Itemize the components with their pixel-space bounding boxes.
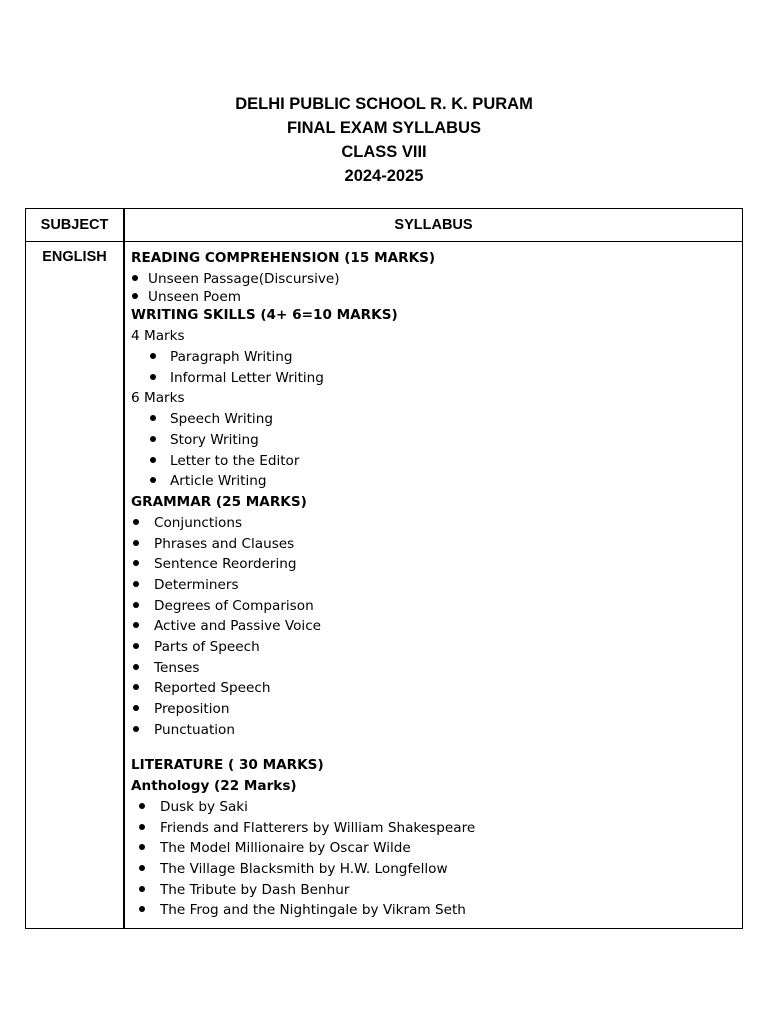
reading-heading: READING COMPREHENSION (15 MARKS): [131, 250, 436, 266]
bullet-icon: [133, 560, 139, 566]
list-item: The Village Blacksmith by H.W. Longfellow: [139, 859, 448, 879]
list-item: Reported Speech: [133, 678, 270, 698]
bullet-icon: [132, 275, 138, 281]
list-item: Active and Passive Voice: [133, 616, 321, 636]
list-item: Preposition: [133, 699, 229, 719]
list-item: Informal Letter Writing: [150, 368, 324, 388]
list-item: Punctuation: [133, 720, 235, 740]
list-item: Letter to the Editor: [150, 451, 299, 471]
school-name: DELHI PUBLIC SCHOOL R. K. PURAM: [235, 95, 533, 113]
syllabus-table: [25, 208, 743, 929]
list-item: Parts of Speech: [133, 637, 260, 657]
bullet-icon: [133, 684, 139, 690]
list-item: Phrases and Clauses: [133, 534, 294, 554]
document-title: FINAL EXAM SYLLABUS: [286, 119, 482, 137]
document-header: [0, 92, 768, 188]
bullet-icon: [150, 436, 156, 442]
bullet-icon: [139, 886, 145, 892]
subject-cell: [26, 242, 125, 929]
bullet-icon: [150, 374, 156, 380]
bullet-icon: [133, 643, 139, 649]
literature-heading: LITERATURE ( 30 MARKS): [131, 757, 324, 773]
list-item: Speech Writing: [150, 409, 273, 429]
list-item: The Model Millionaire by Oscar Wilde: [139, 838, 411, 858]
syllabus-content: [125, 242, 742, 928]
subject-column-header: SUBJECT: [26, 209, 125, 242]
syllabus-cell: [124, 242, 743, 929]
list-item: Degrees of Comparison: [133, 596, 314, 616]
bullet-icon: [132, 293, 138, 299]
bullet-icon: [150, 415, 156, 421]
bullet-icon: [133, 602, 139, 608]
writing-heading: WRITING SKILLS (4+ 6=10 MARKS): [131, 307, 398, 323]
bullet-icon: [133, 622, 139, 628]
bullet-icon: [139, 803, 145, 809]
list-item: Determiners: [133, 575, 239, 595]
list-item: Dusk by Saki: [139, 797, 248, 817]
writing-group-label: 6 Marks: [131, 390, 185, 406]
bullet-icon: [150, 477, 156, 483]
bullet-icon: [139, 824, 145, 830]
bullet-icon: [150, 353, 156, 359]
syllabus-column-header: SYLLABUS: [124, 209, 743, 242]
list-item: Article Writing: [150, 471, 266, 491]
list-item: Paragraph Writing: [150, 347, 293, 367]
list-item: Tenses: [133, 658, 200, 678]
bullet-icon: [150, 457, 156, 463]
bullet-icon: [139, 906, 145, 912]
bullet-icon: [133, 726, 139, 732]
table-header-row: [26, 209, 743, 242]
list-item: Unseen Poem: [132, 287, 241, 307]
table-row: [26, 242, 743, 929]
list-item: Sentence Reordering: [133, 554, 297, 574]
list-item: Conjunctions: [133, 513, 242, 533]
bullet-icon: [133, 664, 139, 670]
class-label: CLASS VIII: [341, 143, 427, 161]
bullet-icon: [133, 705, 139, 711]
writing-group-label: 4 Marks: [131, 328, 185, 344]
bullet-icon: [139, 844, 145, 850]
list-item: Friends and Flatterers by William Shakespeare: [139, 818, 475, 838]
grammar-heading: GRAMMAR (25 MARKS): [131, 494, 307, 510]
session-label: 2024-2025: [344, 167, 424, 185]
anthology-heading: Anthology (22 Marks): [131, 778, 297, 794]
bullet-icon: [133, 540, 139, 546]
list-item: The Tribute by Dash Benhur: [139, 880, 349, 900]
list-item: The Frog and the Nightingale by Vikram Seth: [139, 900, 466, 920]
bullet-icon: [133, 519, 139, 525]
subject-name: ENGLISH: [42, 249, 107, 265]
bullet-icon: [133, 581, 139, 587]
bullet-icon: [139, 865, 145, 871]
list-item: Story Writing: [150, 430, 259, 450]
list-item: Unseen Passage(Discursive): [132, 269, 340, 289]
